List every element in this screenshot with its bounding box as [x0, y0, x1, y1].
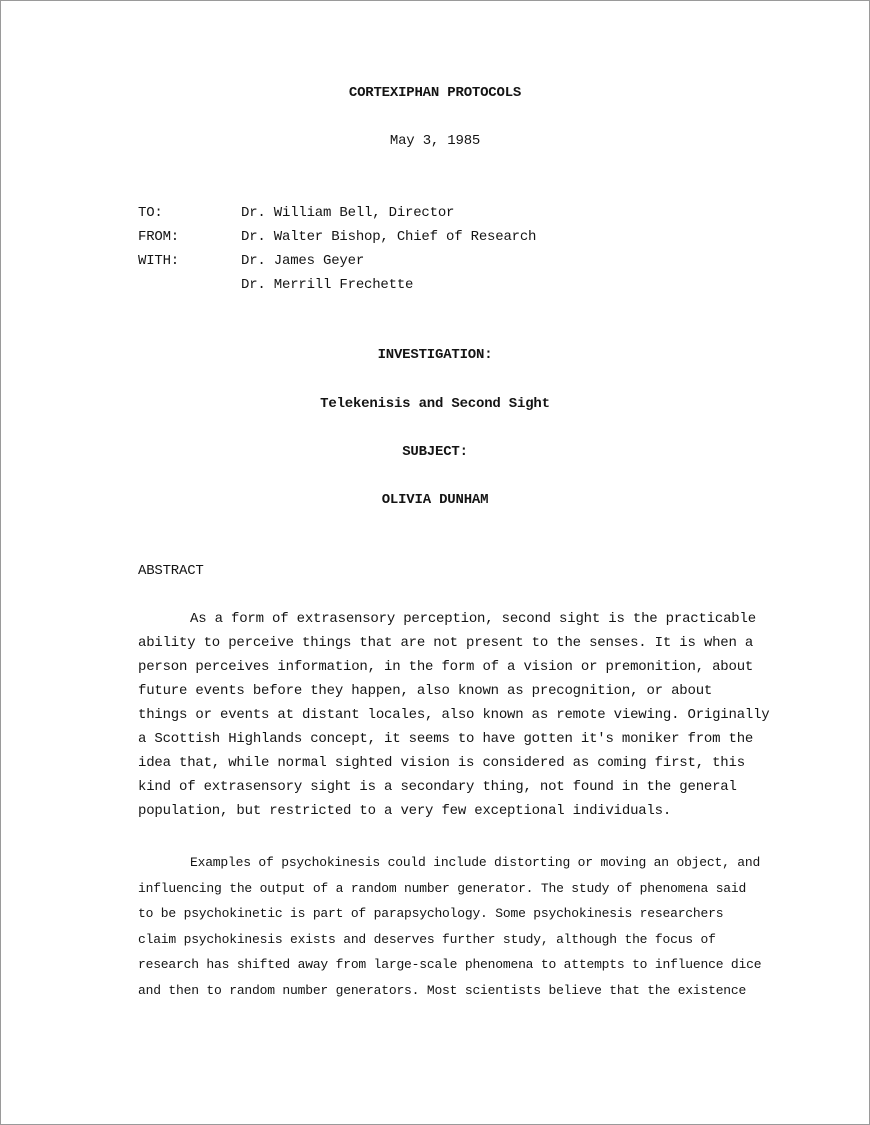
paragraph-line: things or events at distant locales, also known as remote viewing. Originally — [138, 707, 770, 723]
paragraph-line: Examples of psychokinesis could include distorting or moving an object, and — [190, 855, 761, 870]
paragraph-line: to be psychokinetic is part of parapsychology. Some psychokinesis researchers — [138, 906, 724, 921]
paragraph-line: future events before they happen, also known as precognition, or about — [138, 683, 713, 699]
paragraph-line: person perceives information, in the form of a vision or premonition, about — [138, 659, 754, 675]
abstract-paragraph-1 — [138, 607, 770, 823]
paragraph-line: kind of extrasensory sight is a secondary thing, not found in the general — [138, 779, 737, 795]
paragraph-line: population, but restricted to a very few exceptional individuals. — [138, 803, 672, 819]
paragraph-line: influencing the output of a random number generator. The study of phenomena said — [138, 880, 747, 896]
with-value-2: Dr. Merrill Frechette — [241, 277, 414, 293]
investigation-value: Telekenisis and Second Sight — [320, 396, 550, 412]
subject-label: SUBJECT: — [402, 444, 468, 460]
from-label: FROM: — [138, 229, 180, 245]
paragraph-line: claim psychokinesis exists and deserves further study, although the focus of — [138, 931, 716, 947]
abstract-heading: ABSTRACT — [138, 563, 204, 579]
paragraph-line: ability to perceive things that are not present to the senses. It is when a — [138, 635, 754, 651]
to-label: TO: — [138, 205, 163, 221]
with-value-1: Dr. James Geyer — [241, 253, 365, 269]
document-title: CORTEXIPHAN PROTOCOLS — [348, 85, 522, 101]
subject-value: OLIVIA DUNHAM — [381, 492, 489, 508]
from-value: Dr. Walter Bishop, Chief of Research — [241, 229, 537, 245]
to-value: Dr. William Bell, Director — [241, 205, 455, 221]
paragraph-line: a Scottish Highlands concept, it seems to have gotten it's moniker from the — [138, 731, 754, 747]
investigation-label: INVESTIGATION: — [377, 347, 493, 363]
paragraph-line: As a form of extrasensory perception, second sight is the practicable — [190, 611, 756, 627]
document-date: May 3, 1985 — [389, 133, 481, 149]
paragraph-line: idea that, while normal sighted vision is considered as coming first, this — [138, 755, 745, 771]
with-label: WITH: — [138, 253, 180, 269]
abstract-paragraph-2 — [138, 850, 762, 1003]
paragraph-line: and then to random number generators. Most scientists believe that the existence — [138, 982, 747, 998]
paragraph-line: research has shifted away from large-scale phenomena to attempts to influence dice — [138, 957, 762, 972]
